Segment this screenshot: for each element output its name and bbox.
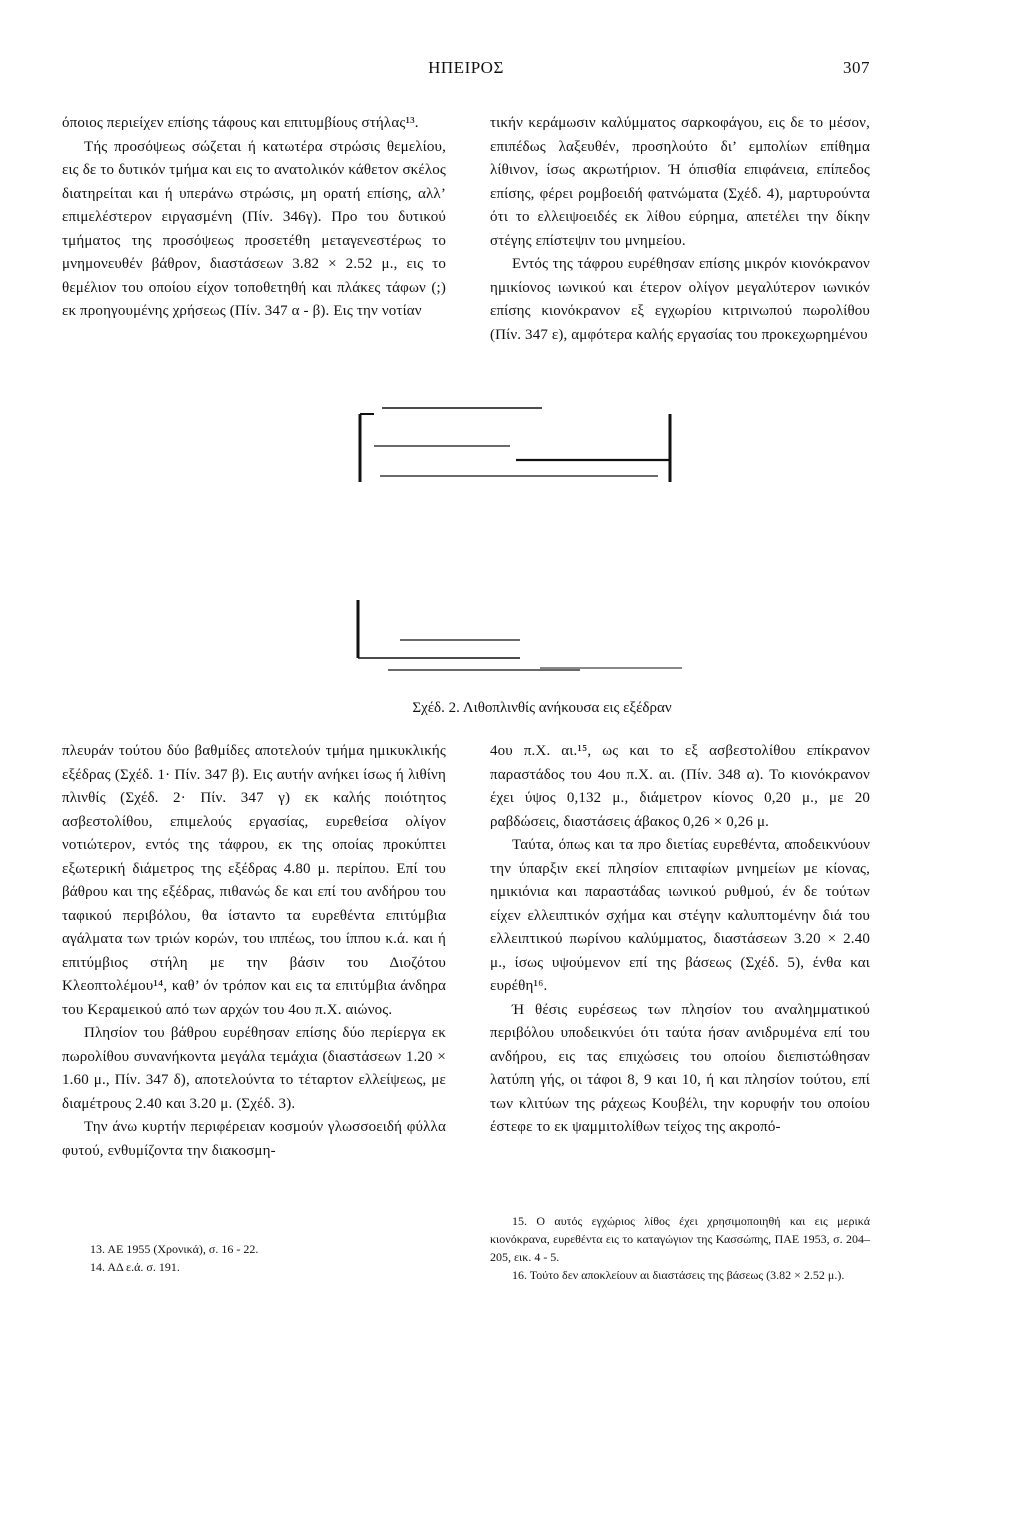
paragraph: Τής προσόψεως σώζεται ή κατωτέρα στρώσις θεμελίου, εις δε το δυτικόν τμήμα και εις το ανατολικόν κάθετον σκέλος διατηρείται και ή υπεράνω στρώσις, μη ορατή επίσης, αλλ’ επιμελέστερον ειργασμένη (Πίν. 346γ). Προ του δυτικού τμήματος της προσόψεως προσετέθη μεταγενεστέρως το μνημονευθέν βάθρον, διαστάσεων 3.82 × 2.52 μ., εις το θεμέλιον του οποίου είχον τοποθετηθή και πλάκες τάφων (;) εκ προηγουμένης χρήσεως (Πίν. 347 α - β). Εις την νοτίαν xyxy=(62,138,446,319)
paragraph: Ταύτα, όπως και τα προ διετίας ευρεθέντα, αποδεικνύουν την ύπαρξιν εκεί πλησίον επιταφίων μνημείων με κίονας, ημικιόνια και παραστάδας ιωνικού ρυθμού, έν δε τούτων είχεν ελλειπτικόν σχήμα και στέγην καλυπτομένην διά του ελλειπτικού πωρίνου καλύμματος, διαστάσεων 3.20 × 2.40 μ., ίσως υψούμενον επί της βάσεως (Σχέδ. 5), ένθα και ευρέθη¹⁶. xyxy=(490,837,870,994)
running-head-title: ΗΠΕΙΡΟΣ xyxy=(428,58,504,77)
column-top-right xyxy=(490,112,870,347)
column-bottom-left xyxy=(62,740,446,1163)
paragraph: 4ου π.Χ. αι.¹⁵, ως και το εξ ασβεστολίθου επίκρανον παραστάδος του 4ου π.Χ. αι. (Πίν. 348 α). Το κιονόκρανον έχει ύψος 0,132 μ., διάμετρον κίονος 0,20 μ., με 20 ραβδώσεις, διαστάσεις άβακος 0,26 × 0,26 μ. xyxy=(490,743,870,830)
page-number: 307 xyxy=(843,58,870,77)
footnote: 14. ΑΔ ε.ά. σ. 191. xyxy=(90,1260,180,1274)
paragraph: Εντός της τάφρου ευρέθησαν επίσης μικρόν κιονόκρανον ημικίονος ιωνικού και έτερον ολίγον μεγαλύτερον ιωνικόν επίσης κιονόκρανον εξ εγχωρίου κιτρινωπού πωρολίθου (Πίν. 347 ε), αμφότερα καλής εργασίας του προκεχωρημένου xyxy=(490,256,870,343)
paragraph: Ή θέσις ευρέσεως των πλησίον του αναλημματικού περιβόλου υποδεικνύει ότι ταύτα ήσαν ανιδρυμένα επί του ανδήρου, εις τας επιχώσεις του οποίου διεπιστώθησαν λατύπη γής, οι τάφοι 8, 9 και 10, ή και πλησίον τούτου, επί των κλιτύων της ράχεως Κουβέλι, την κορυφήν του οποίου έστεφε το εκ ψαμμιτολίθων τείχος της ακροπό- xyxy=(490,1001,870,1135)
paragraph: τικήν κεράμωσιν καλύμματος σαρκοφάγου, εις δε το μέσον, επιπέδως λαξευθέν, προσηλούτο δι’ εμπολίων επίθημα λίθινον, ίσως ακρωτήριον. Ή όπισθία επιφάνεια, επίπεδος επίσης, φέρει ρομβοειδή φατνώματα (Σχέδ. 4), μαρτυρούντα ότι το ελλειψοειδές εκ λίθου εύρημα, απετέλει την δίκην στέγης επίστεψιν του μνημείου. xyxy=(490,115,870,249)
paragraph: πλευράν τούτου δύο βαθμίδες αποτελούν τμήμα ημικυκλικής εξέδρας (Σχέδ. 1· Πίν. 347 β). Εις αυτήν ανήκει ίσως ή λιθίνη πλινθίς (Σχέδ. 2· Πίν. 347 γ) εκ καλής ποιότητος ασβεστολίθου, επιμελούς εργασίας, ευρεθείσα ολίγον νοτιώτερον, εντός της τάφρου, εκ της οποίας προκύπτει εξωτερική διάμετρος της εξέδρας 4.80 μ. περίπου. Επί του βάθρου και της εξέδρας, πιθανώς δε και επί του ανδήρου του ταφικού περιβόλου, θα ίσταντο τα ευρεθέντα επιτύμβια αγάλματα των τριών κορών, του ιππέως, του ίππου κ.ά. και ή επιτύμβιος στήλη με την βάσιν του Διοζότου Κλεοπτολέμου¹⁴, καθ’ όν τρόπον και εις τα επιτύμβια άνδηρα του Κεραμεικού από των αρχών του 4ου π.Χ. αιώνος. xyxy=(62,743,446,1018)
footnote: 15. Ο αυτός εγχώριος λίθος έχει χρησιμοποιηθή και εις μερικά κιονόκρανα, ευρεθέντα εις το καταγώγιον της Κασσώπης, ΠΑΕ 1953, σ. 204–205, εικ. 4 - 5. xyxy=(490,1214,870,1264)
plinth-drawing xyxy=(340,400,700,690)
footnotes-right xyxy=(490,1212,870,1284)
paragraph: όποιος περιείχεν επίσης τάφους και επιτυμβίους στήλας¹³. xyxy=(62,115,419,131)
column-bottom-right xyxy=(490,740,870,1140)
paragraph: Πλησίον του βάθρου ευρέθησαν επίσης δύο περίεργα εκ πωρολίθου συνανήκοντα μεγάλα τεμάχια (διαστάσεων 1.20 × 1.60 μ., Πίν. 347 δ), αποτελούντα το τέταρτον ελλείψεως, με διαμέτρους 2.40 και 3.20 μ. (Σχέδ. 3). xyxy=(62,1025,446,1112)
figure-caption: Σχέδ. 2. Λιθοπλινθίς ανήκουσα εις εξέδραν xyxy=(412,700,672,716)
footnote: 16. Τούτο δεν αποκλείουν αι διαστάσεις της βάσεως (3.82 × 2.52 μ.). xyxy=(512,1268,845,1282)
footnote: 13. ΑΕ 1955 (Χρονικά), σ. 16 - 22. xyxy=(90,1242,259,1256)
column-top-left xyxy=(62,112,446,324)
figure-drawing xyxy=(340,400,700,690)
running-head xyxy=(62,58,870,84)
footnotes-left xyxy=(90,1240,450,1276)
paragraph: Την άνω κυρτήν περιφέρειαν κοσμούν γλωσσοειδή φύλλα φυτού, ενθυμίζοντα την διακοσμη- xyxy=(62,1119,446,1159)
